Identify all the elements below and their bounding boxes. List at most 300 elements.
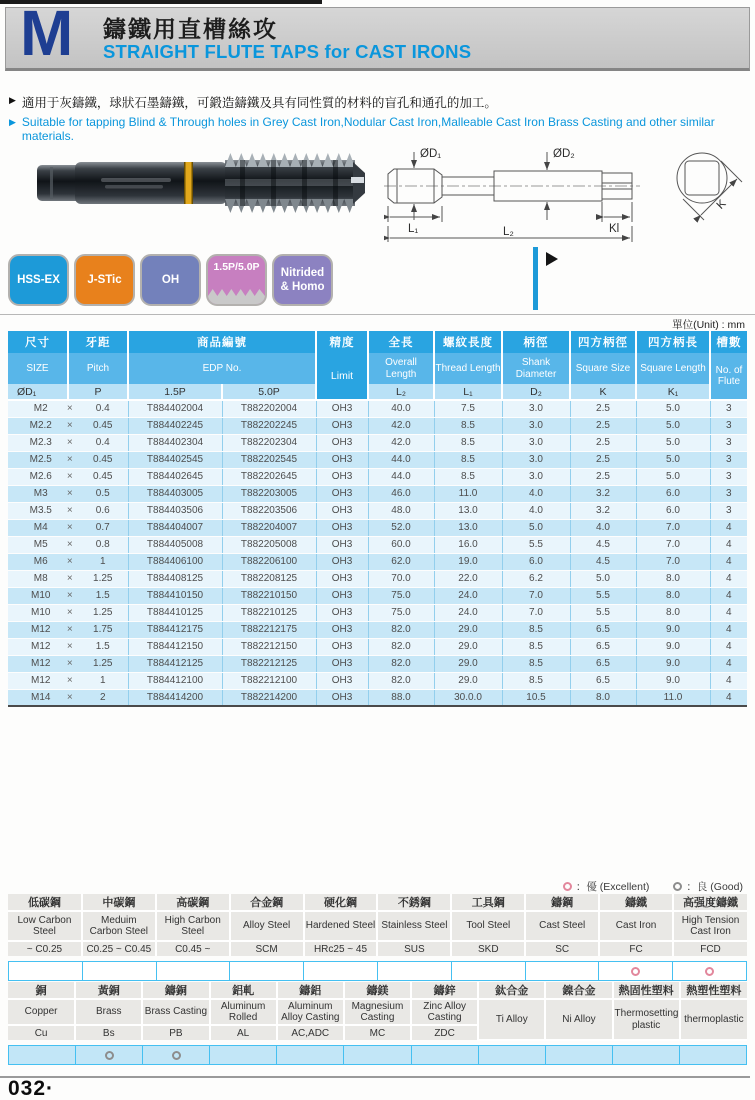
page-number: 032·: [8, 1077, 55, 1100]
col-oal-zh: 全長: [368, 331, 434, 353]
col-sqlen-zh: 四方柄長: [636, 331, 710, 353]
square-size-value: 8.0: [570, 689, 636, 706]
multiply-sign: ×: [66, 471, 73, 482]
col-thread-en: Thread Length: [434, 353, 502, 384]
size-value: M3.5: [29, 505, 52, 516]
material-name-en: High Carbon Steel: [156, 911, 230, 941]
square-size-value: 2.5: [570, 417, 636, 434]
material-row: [8, 982, 747, 999]
edp-1-5p-value: T884403506: [128, 502, 222, 519]
thread-length-value: 24.0: [434, 604, 502, 621]
good-circle-icon: [673, 882, 682, 891]
pitch-value: 0.6: [95, 505, 110, 516]
header-row-en: [8, 353, 747, 384]
limit-value: OH3: [316, 621, 368, 638]
edp-5-0p-value: T882210125: [222, 604, 316, 621]
rating-cell: [230, 961, 304, 981]
square-length-value: 5.0: [636, 417, 710, 434]
rating-cell: [412, 1045, 479, 1065]
spec-row: [8, 468, 747, 485]
col-limit-zh: 精度: [316, 331, 368, 353]
material-name-zh: 鑄鐵: [599, 894, 673, 911]
square-size-value: 2.5: [570, 451, 636, 468]
flute-count-value: 3: [710, 468, 747, 485]
edp-1-5p-value: T884410125: [128, 604, 222, 621]
multiply-sign: ×: [66, 675, 73, 686]
shank-diameter-value: 10.5: [502, 689, 570, 706]
page-title-zh: 鑄鐵用直槽絲攻: [103, 16, 278, 42]
badge-label: 1.5P/5.0P: [213, 261, 260, 273]
header-row-symbols: [8, 384, 747, 400]
limit-value: OH3: [316, 689, 368, 706]
edp-5-0p-value: T882206100: [222, 553, 316, 570]
size-value: M14: [31, 691, 51, 703]
badge-label: J-STic: [87, 273, 122, 286]
edp-5-0p-value: T882214200: [222, 689, 316, 706]
col-sqsize-zh: 四方柄徑: [570, 331, 636, 353]
edp-5-0p-value: T882204007: [222, 519, 316, 536]
edp-1-5p-value: T884406100: [128, 553, 222, 570]
material-code: ZDC: [411, 1025, 478, 1040]
overall-length-value: 46.0: [368, 485, 434, 502]
pitch-value: 0.8: [95, 539, 110, 550]
overall-length-value: 60.0: [368, 536, 434, 553]
limit-value: OH3: [316, 519, 368, 536]
pitch-value: 1.5: [95, 590, 110, 601]
material-name-en: Cast Iron: [599, 911, 673, 941]
material-name-en: Ni Alloy: [545, 999, 612, 1040]
shank-diameter-value: 8.5: [502, 638, 570, 655]
rating-cell: [76, 1045, 143, 1065]
material-name-en: Aluminum Alloy Casting: [277, 999, 344, 1025]
header-row-zh: [8, 331, 747, 353]
material-code: AC,ADC: [277, 1025, 344, 1040]
square-size-value: 6.5: [570, 672, 636, 689]
square-size-value: 2.5: [570, 434, 636, 451]
shank-diameter-value: 4.0: [502, 485, 570, 502]
multiply-sign: ×: [66, 505, 73, 516]
col-sqlen-en: Square Length: [636, 353, 710, 384]
size-value: M10: [31, 590, 51, 601]
size-pitch-cell: [8, 570, 128, 587]
spec-row: [8, 689, 747, 706]
size-pitch-cell: [8, 502, 128, 519]
dimension-drawing: [384, 140, 750, 246]
flute-count-value: 4: [710, 553, 747, 570]
material-code: Bs: [75, 1025, 142, 1040]
material-code: MC: [344, 1025, 411, 1040]
material-row: [8, 999, 747, 1025]
pitch-value: 0.45: [93, 420, 113, 431]
overall-length-value: 82.0: [368, 638, 434, 655]
pitch-value: 0.5: [95, 488, 110, 499]
badge-row: [8, 254, 333, 306]
col-sqlen-sym: K₁: [636, 384, 710, 400]
flute-count-value: 4: [710, 536, 747, 553]
spec-row: [8, 570, 747, 587]
size-pitch-cell: [8, 587, 128, 604]
edp-1-5p-value: T884404007: [128, 519, 222, 536]
shank-diameter-value: 4.0: [502, 502, 570, 519]
pitch-value: 1: [99, 556, 106, 567]
square-length-value: 7.0: [636, 536, 710, 553]
limit-value: OH3: [316, 451, 368, 468]
shank-diameter-value: 3.0: [502, 468, 570, 485]
flute-count-value: 4: [710, 604, 747, 621]
square-length-value: 9.0: [636, 621, 710, 638]
rating-cell: [143, 1045, 210, 1065]
limit-value: OH3: [316, 502, 368, 519]
col-shank-zh: 柄徑: [502, 331, 570, 353]
shank-diameter-value: 6.2: [502, 570, 570, 587]
material-name-en: Ti Alloy: [478, 999, 545, 1040]
edp-5-0p-value: T882203005: [222, 485, 316, 502]
material-code: SCM: [230, 941, 304, 956]
pitch-value: 0.4: [95, 437, 110, 448]
rating-grid-1: [8, 961, 747, 981]
square-size-value: 3.2: [570, 485, 636, 502]
rating-cell: [83, 961, 157, 981]
material-name-en: Cast Steel: [525, 911, 599, 941]
overall-length-value: 42.0: [368, 434, 434, 451]
edp-1-5p-value: T884405008: [128, 536, 222, 553]
badge-label: OH: [161, 273, 180, 286]
flute-count-value: 3: [710, 502, 747, 519]
pitch-value: 1.25: [93, 607, 113, 618]
pitch-value: 0.45: [93, 454, 113, 465]
thread-length-value: 16.0: [434, 536, 502, 553]
pitch-value: 0.7: [95, 522, 110, 533]
material-name-en: Tool Steel: [451, 911, 525, 941]
col-edp-zh: 商品編號: [128, 331, 316, 353]
edp-1-5p-value: T884402245: [128, 417, 222, 434]
square-length-value: 6.0: [636, 502, 710, 519]
material-name-zh: 高强度鑄鐵: [673, 894, 747, 911]
rating-excellent-icon: [705, 967, 714, 976]
spec-row: [8, 672, 747, 689]
material-code: Cu: [8, 1025, 75, 1040]
size-pitch-cell: [8, 638, 128, 655]
edp-1-5p-value: T884412125: [128, 655, 222, 672]
rating-good-icon: [105, 1051, 114, 1060]
rating-cell: [277, 1045, 344, 1065]
size-pitch-cell: [8, 417, 128, 434]
material-name-en: Zinc Alloy Casting: [411, 999, 478, 1025]
material-name-zh: 不銹鋼: [377, 894, 451, 911]
rating-cell: [479, 1045, 546, 1065]
size-pitch-cell: [8, 434, 128, 451]
rating-excellent-icon: [631, 967, 640, 976]
spec-row: [8, 621, 747, 638]
description-zh: [9, 93, 497, 111]
flute-count-value: 4: [710, 570, 747, 587]
shank-diameter-value: 6.0: [502, 553, 570, 570]
dim-label-kl: Kl: [609, 223, 620, 235]
thread-length-value: 11.0: [434, 485, 502, 502]
size-pitch-cell: [8, 655, 128, 672]
dim-label-d2: ØD₂: [553, 148, 575, 160]
material-name-zh: 熱塑性塑料: [680, 982, 747, 999]
size-value: M12: [31, 641, 51, 652]
pitch-value: 0.45: [93, 471, 113, 482]
multiply-sign: ×: [66, 488, 73, 499]
multiply-sign: ×: [66, 691, 73, 703]
multiply-sign: ×: [66, 641, 73, 652]
spec-row: [8, 485, 747, 502]
shank-diameter-value: 8.5: [502, 621, 570, 638]
thread-length-value: 30.0.0: [434, 689, 502, 706]
rating-cell: [613, 1045, 680, 1065]
limit-value: OH3: [316, 468, 368, 485]
square-size-value: 3.2: [570, 502, 636, 519]
pitch-value: 0.4: [95, 403, 110, 415]
spec-row: [8, 417, 747, 434]
rating-cell: [526, 961, 600, 981]
size-value: M12: [31, 675, 51, 686]
spec-table: [8, 331, 747, 707]
footer-line: [0, 1076, 750, 1078]
yellow-ring: [186, 162, 192, 204]
shank-diameter-value: 8.5: [502, 655, 570, 672]
edp-5-0p-value: T882212125: [222, 655, 316, 672]
material-name-en: Thermosetting plastic: [613, 999, 680, 1040]
square-drive-end: [37, 165, 81, 201]
overall-length-value: 44.0: [368, 451, 434, 468]
section-arrow-icon: [546, 252, 558, 266]
bullet-arrow-icon: ▶: [9, 117, 16, 127]
overall-length-value: 70.0: [368, 570, 434, 587]
tap-photo-illustration: [35, 148, 365, 223]
material-row: [8, 941, 747, 956]
size-pitch-cell: [8, 621, 128, 638]
material-name-en: Brass Casting: [142, 999, 209, 1025]
overall-length-value: 62.0: [368, 553, 434, 570]
limit-value: OH3: [316, 638, 368, 655]
edp-1-5p-value: T884408125: [128, 570, 222, 587]
material-code: SKD: [451, 941, 525, 956]
legend-excellent: [563, 879, 650, 894]
etched-marking: [101, 178, 171, 182]
rating-cell: [673, 961, 747, 981]
thread-length-value: 19.0: [434, 553, 502, 570]
shank-diameter-value: 3.0: [502, 451, 570, 468]
material-code: FC: [599, 941, 673, 956]
material-code: SUS: [377, 941, 451, 956]
square-length-value: 9.0: [636, 672, 710, 689]
edp-5-0p-value: T882202245: [222, 417, 316, 434]
shank-diameter-value: 5.0: [502, 519, 570, 536]
bullet-arrow-icon: ▶: [9, 95, 16, 105]
square-size-value: 2.5: [570, 400, 636, 417]
edp-5-0p-value: T882212175: [222, 621, 316, 638]
description-zh-text: 適用于灰鑄鐵，球狀石墨鑄鐵，可鍛造鑄鐵及具有同性質的材料的盲孔和通孔的加工。: [21, 96, 497, 110]
rating-cell: [344, 1045, 411, 1065]
multiply-sign: ×: [66, 437, 73, 448]
rating-grid-2: [8, 1045, 747, 1065]
square-size-value: 4.5: [570, 536, 636, 553]
edp-5-0p-value: T882203506: [222, 502, 316, 519]
series-letter: M: [20, 0, 72, 69]
material-name-en: Hardened Steel: [304, 911, 378, 941]
rating-good-icon: [172, 1051, 181, 1060]
multiply-sign: ×: [66, 539, 73, 550]
product-photo: [35, 148, 365, 223]
edp-5-0p-value: T882212150: [222, 638, 316, 655]
square-length-value: 5.0: [636, 468, 710, 485]
spec-row: [8, 553, 747, 570]
badge-label: HSS-EX: [17, 273, 60, 286]
excellent-circle-icon: [563, 882, 572, 891]
size-pitch-cell: [8, 553, 128, 570]
edp-1-5p-value: T884402545: [128, 451, 222, 468]
spec-row: [8, 502, 747, 519]
col-pitch-en: Pitch: [68, 353, 128, 384]
col-sqsize-sym: K: [570, 384, 636, 400]
square-length-value: 7.0: [636, 519, 710, 536]
section-accent-bar: [533, 247, 538, 310]
flute-count-value: 4: [710, 519, 747, 536]
edp-5-0p-value: T882210150: [222, 587, 316, 604]
material-name-zh: 鑄鋁: [277, 982, 344, 999]
material-name-zh: 工具鋼: [451, 894, 525, 911]
badge-oh: [140, 254, 201, 306]
description-en-text: Suitable for tapping Blind & Through holes in Grey Cast Iron,Nodular Cast Iron,Malleable Cast Iron Brass Casting and other similar materials.: [21, 115, 715, 143]
limit-value: OH3: [316, 536, 368, 553]
rating-cell: [452, 961, 526, 981]
square-length-value: 5.0: [636, 434, 710, 451]
material-name-zh: 鋁軋: [210, 982, 277, 999]
material-code: C0.45 ~: [156, 941, 230, 956]
col-oal-sym: L₂: [368, 384, 434, 400]
material-name-en: Low Carbon Steel: [8, 911, 82, 941]
dim-label-l1: L₁: [408, 223, 419, 235]
badge-hss-ex: [8, 254, 69, 306]
header-banner: [5, 0, 750, 71]
edp-5-0p-value: T882202004: [222, 400, 316, 417]
spec-row: [8, 519, 747, 536]
square-size-value: 5.0: [570, 570, 636, 587]
size-pitch-cell: [8, 485, 128, 502]
multiply-sign: ×: [66, 658, 73, 669]
square-length-value: 9.0: [636, 638, 710, 655]
thread-length-value: 22.0: [434, 570, 502, 587]
spec-row: [8, 451, 747, 468]
rating-cell: [378, 961, 452, 981]
material-code: SC: [525, 941, 599, 956]
square-length-value: 6.0: [636, 485, 710, 502]
material-name-en: Alloy Steel: [230, 911, 304, 941]
square-length-value: 8.0: [636, 570, 710, 587]
col-size-en: SIZE: [8, 353, 68, 384]
col-thread-zh: 螺紋長度: [434, 331, 502, 353]
col-pitch-zh: 牙距: [68, 331, 128, 353]
dim-label-l2: L₂: [503, 226, 514, 238]
edp-1-5p-value: T884414200: [128, 689, 222, 706]
material-name-zh: 鑄鋅: [411, 982, 478, 999]
limit-value: OH3: [316, 400, 368, 417]
shank-diameter-value: 7.0: [502, 587, 570, 604]
overall-length-value: 40.0: [368, 400, 434, 417]
col-limit-en: Limit: [316, 353, 368, 400]
material-code: ~ C0.25: [8, 941, 82, 956]
size-value: M3: [33, 488, 48, 499]
edp-1-5p-value: T884402004: [128, 400, 222, 417]
overall-length-value: 52.0: [368, 519, 434, 536]
material-code: C0.25 ~ C0.45: [82, 941, 156, 956]
size-pitch-cell: [8, 451, 128, 468]
rating-cell: [680, 1045, 747, 1065]
thread-length-value: 29.0: [434, 672, 502, 689]
edp-1-5p-value: T884410150: [128, 587, 222, 604]
col-flute-en: No. of Flute: [710, 353, 747, 400]
flute-count-value: 3: [710, 400, 747, 417]
material-row: [8, 894, 747, 911]
thread-length-value: 7.5: [434, 400, 502, 417]
shank-diameter-value: 3.0: [502, 400, 570, 417]
col-size-zh: 尺寸: [8, 331, 68, 353]
square-length-value: 9.0: [636, 655, 710, 672]
size-value: M2.2: [29, 420, 52, 431]
material-name-zh: 鈦合金: [478, 982, 545, 999]
limit-value: OH3: [316, 570, 368, 587]
badge-nitrided: [272, 254, 333, 306]
col-flute-zh: 槽數: [710, 331, 747, 353]
pitch-value: 2: [99, 691, 106, 703]
shank-diameter-value: 3.0: [502, 417, 570, 434]
spec-row: [8, 587, 747, 604]
size-pitch-cell: [8, 400, 128, 417]
edp-1-5p-value: T884403005: [128, 485, 222, 502]
col-oal-en: Overall Length: [368, 353, 434, 384]
thread-length-value: 24.0: [434, 587, 502, 604]
limit-value: OH3: [316, 587, 368, 604]
shank-diameter-value: 5.5: [502, 536, 570, 553]
material-name-zh: 鑄鋼: [525, 894, 599, 911]
material-name-zh: 熱固性塑料: [613, 982, 680, 999]
flute-count-value: 4: [710, 689, 747, 706]
square-length-value: 11.0: [636, 689, 710, 706]
overall-length-value: 82.0: [368, 672, 434, 689]
square-size-value: 5.5: [570, 604, 636, 621]
col-shank-en: Shank Diameter: [502, 353, 570, 384]
size-value: M10: [31, 607, 51, 618]
rating-cell: [304, 961, 378, 981]
dim-label-k: K: [714, 197, 729, 212]
flute-count-value: 3: [710, 434, 747, 451]
shank-diameter-value: 3.0: [502, 434, 570, 451]
limit-value: OH3: [316, 417, 368, 434]
material-name-zh: 硬化鋼: [304, 894, 378, 911]
square-size-value: 6.5: [570, 655, 636, 672]
legend-excellent-label: ：優 (Excellent): [575, 881, 650, 893]
thread-length-value: 8.5: [434, 451, 502, 468]
multiply-sign: ×: [66, 420, 73, 431]
square-length-value: 8.0: [636, 587, 710, 604]
size-pitch-cell: [8, 536, 128, 553]
size-pitch-cell: [8, 604, 128, 621]
spec-row: [8, 638, 747, 655]
material-name-zh: 鎳合金: [545, 982, 612, 999]
overall-length-value: 75.0: [368, 587, 434, 604]
rating-legend: [563, 879, 743, 894]
limit-value: OH3: [316, 604, 368, 621]
flute-count-value: 4: [710, 672, 747, 689]
overall-length-value: 44.0: [368, 468, 434, 485]
pitch-value: 1.25: [93, 658, 113, 669]
rating-cell: [210, 1045, 277, 1065]
dim-label-d1: ØD₁: [420, 148, 442, 160]
col-edp-15: 1.5P: [128, 384, 222, 400]
